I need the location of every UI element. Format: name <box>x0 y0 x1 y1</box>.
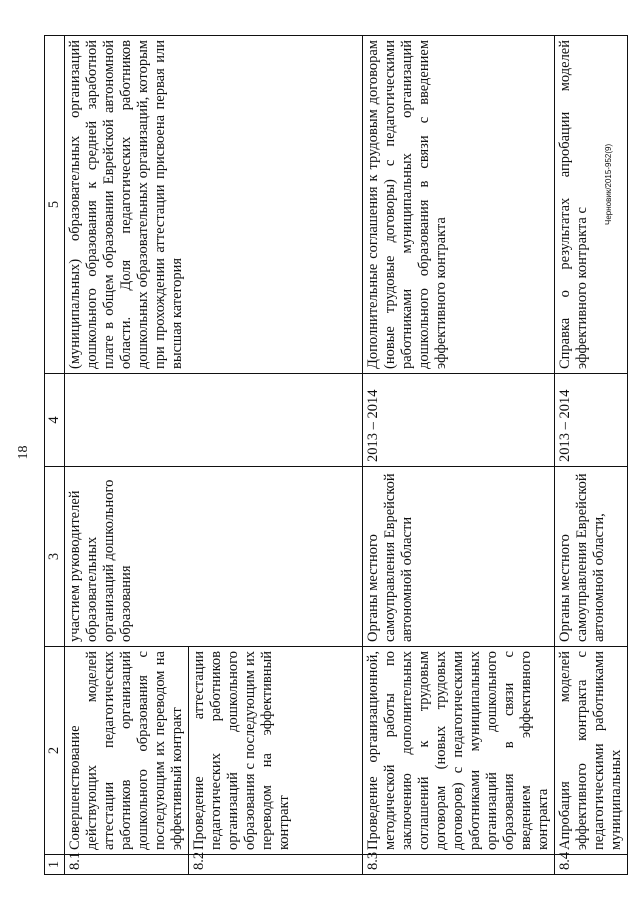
result-text: Доля педагогических работников дошкольных образовательных организаций, которым при прохождении аттестации присвоена первая или высшая категория <box>118 40 185 369</box>
result-cell: Дополнительные соглашения к трудовым договорам (новые трудовые договоры) с педагогическими работниками муниципальных организаций дошкольного образования в связи с введением эффективного контракта <box>363 36 555 374</box>
row-number: 8.1 <box>65 855 189 875</box>
table-row <box>555 36 628 875</box>
column-header: 5 <box>45 36 65 374</box>
result-cell: Справка о результатах апробации моделей эффективного контракта с <box>555 36 628 374</box>
measure-cell: Совершенствование действующих моделей аттестации педагогических работников организаций дошкольного образования с последующим их переводом на эффективный контракт <box>65 647 189 855</box>
measures-table <box>44 35 628 875</box>
measure-cell: Проведение организационной, методической работы по заключению дополнительных соглашений к трудовым договорам (новых трудовых договоров) с педагогическими работниками муниципальных организаций дошкольного образования в связи с введением эффективного контракта <box>363 647 555 855</box>
executor-cell: участием руководителей образовательных организаций дошкольного образования <box>65 467 363 647</box>
column-header: 2 <box>45 647 65 855</box>
executor-cell: Органы местного самоуправления Еврейской автономной области, <box>555 467 628 647</box>
footer-code: Черновик/2015-952(9) <box>604 143 613 225</box>
table-row <box>363 36 555 875</box>
executor-cell: Органы местного самоуправления Еврейской автономной области <box>363 467 555 647</box>
result-cell <box>65 36 363 374</box>
row-number: 8.2 <box>189 855 363 875</box>
table-header-row <box>45 36 65 875</box>
result-text: (муниципальных) образовательных организаций дошкольного образования к средней заработной плате в общем образовании Еврейской автономной области. <box>67 40 134 369</box>
measure-cell: Апробация моделей эффективного контракта с педагогическими работниками муниципальных <box>555 647 628 855</box>
term-cell <box>65 374 363 467</box>
term-cell: 2013 – 2014 <box>555 374 628 467</box>
column-header: 4 <box>45 374 65 467</box>
page-number: 18 <box>16 445 31 460</box>
measure-cell: Проведение аттестации педагогических работников организаций дошкольного образования с последующим их переводом на эффективный контракт <box>189 647 363 855</box>
table-row <box>65 36 189 875</box>
term-cell: 2013 – 2014 <box>363 374 555 467</box>
column-header: 1 <box>45 855 65 875</box>
row-number: 8.4 <box>555 855 628 875</box>
row-number: 8.3 <box>363 855 555 875</box>
column-header: 3 <box>45 467 65 647</box>
